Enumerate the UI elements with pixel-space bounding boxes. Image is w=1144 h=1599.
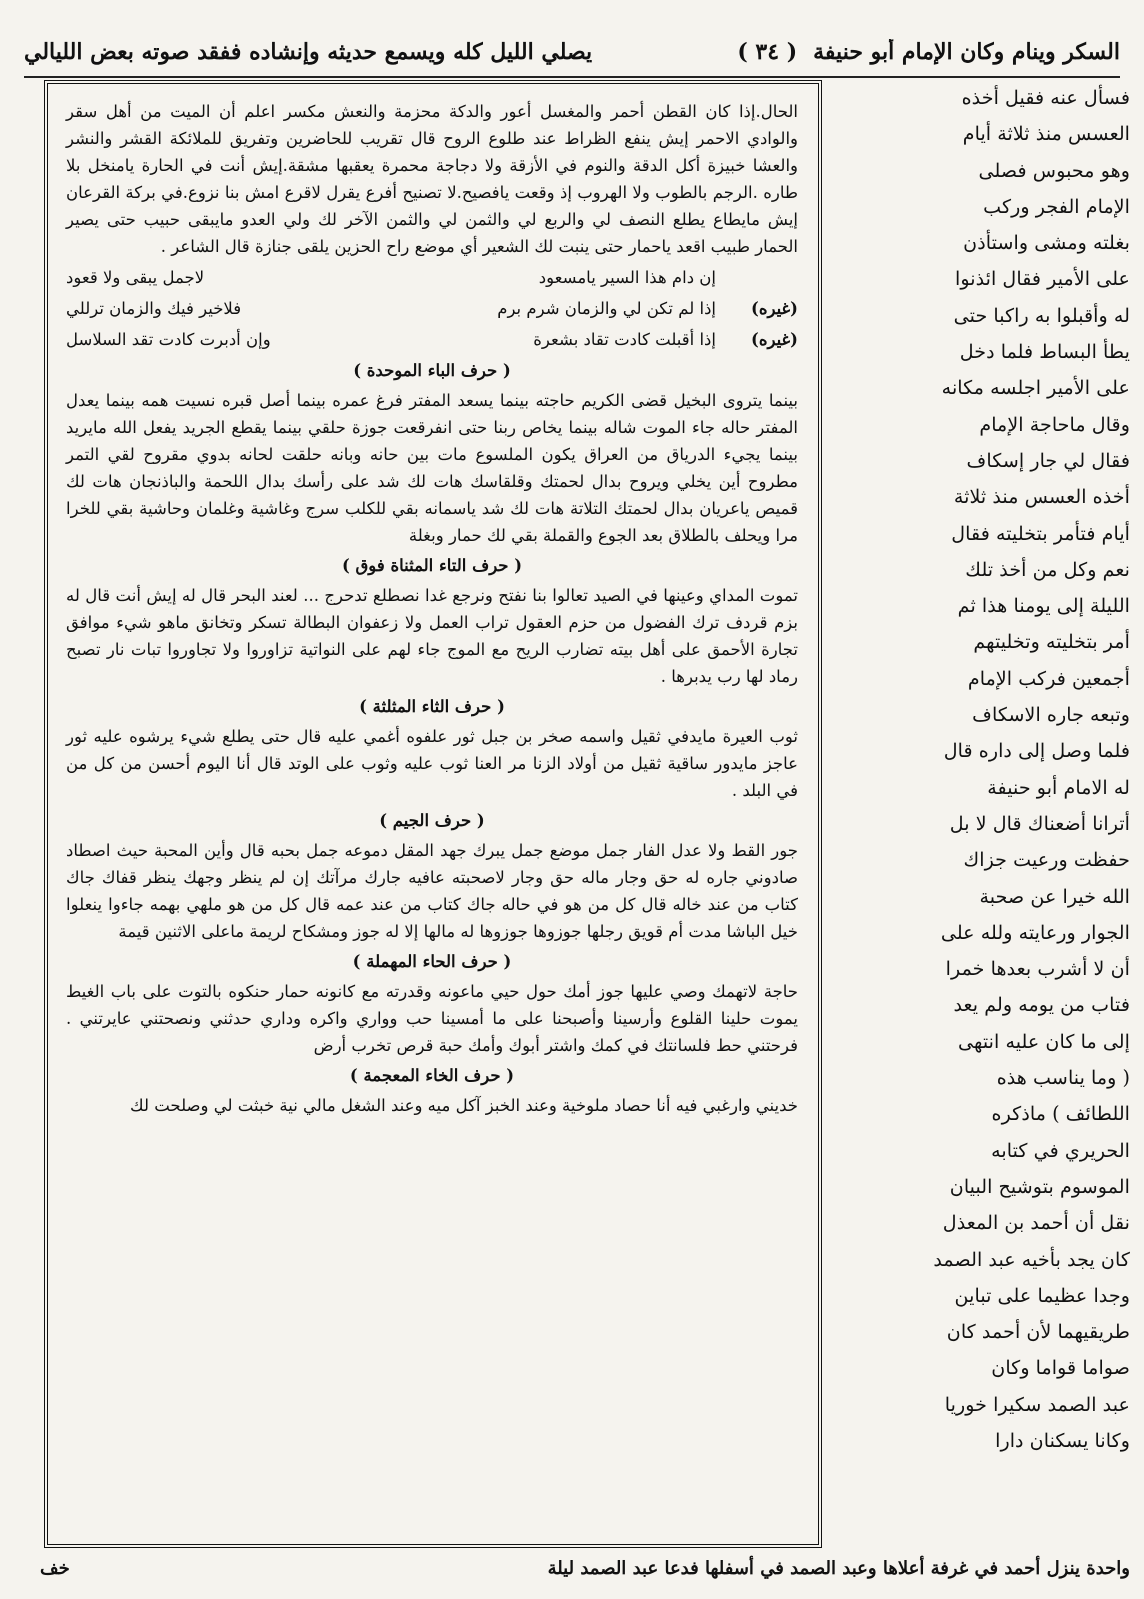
margin-line: أجمعين فركب الإمام bbox=[967, 666, 1130, 690]
margin-line: له الامام أبو حنيفة bbox=[987, 775, 1130, 799]
margin-line: أن لا أشرب بعدها خمرا bbox=[945, 957, 1130, 981]
verse-tag bbox=[738, 264, 798, 291]
section-heading-kha: ( حرف الخاء المعجمة ) bbox=[349, 1066, 515, 1085]
paragraph-ha: حاجة لاتهمك وصي عليها جوز أمك حول حيي ماعونه وقدرته مع كانونه حمار حنكوه بالتوت على باب الغيط يموت حلينا القلوع وأرسينا وأصبحنا على ما أمسينا حب وواري واكره وداري حدثني ونصحتني عايرتني . فرحتني حط فلسانتك في كمك واشتر أبوك وأمك حبة قرص تخرب أرض bbox=[66, 982, 798, 1055]
margin-line: عبد الصمد سكيرا خوريا bbox=[944, 1392, 1130, 1416]
margin-line: الجوار ورعايته ولله على bbox=[940, 920, 1130, 944]
margin-line: العسس منذ ثلاثة أيام bbox=[962, 122, 1130, 146]
margin-line: الليلة إلى يومنا هذا ثم bbox=[957, 594, 1130, 618]
margin-line: الله خيرا عن صحبة bbox=[979, 884, 1130, 908]
margin-line: أيام فتأمر بتخليته فقال bbox=[951, 521, 1130, 545]
margin-column bbox=[908, 80, 1130, 1559]
margin-line: وتبعه جاره الاسكاف bbox=[972, 703, 1130, 727]
header-running-text-left: يصلي الليل كله ويسمع حديثه وإنشاده ففقد صوته بعض الليالي bbox=[24, 39, 593, 65]
margin-line: على الأمير فقال ائذنوا bbox=[954, 267, 1130, 291]
margin-line: وجدا عظيما على تباين bbox=[954, 1283, 1130, 1307]
section-heading-jim: ( حرف الجيم ) bbox=[379, 811, 485, 830]
margin-line: فسأل عنه فقيل أخذه bbox=[961, 86, 1130, 109]
poem-verse bbox=[66, 264, 798, 291]
margin-line: صواما قواما وكان bbox=[991, 1356, 1130, 1380]
section-heading-ba: ( حرف الباء الموحدة ) bbox=[353, 361, 511, 380]
continuation-line: واحدة ينزل أحمد في غرفة أعلاها وعبد الصمد في أسفلها فدعا عبد الصمد ليلة bbox=[547, 1557, 1130, 1579]
margin-line: الحريري في كتابه bbox=[991, 1138, 1130, 1162]
margin-line: فتاب من يومه ولم يعد bbox=[953, 993, 1130, 1017]
verse-first-hemistich: إذا أقبلت كادت تقاد بشعرة bbox=[533, 330, 716, 349]
verse-second-hemistich: فلاخير فيك والزمان ترللي bbox=[66, 299, 242, 318]
margin-line: فلما وصل إلى داره قال bbox=[943, 739, 1130, 763]
poem-verse bbox=[66, 326, 798, 353]
margin-line: ( وما يناسب هذه bbox=[996, 1066, 1130, 1090]
margin-line: إلى ما كان عليه انتهى bbox=[958, 1029, 1130, 1053]
margin-line: بغلته ومشى واستأذن bbox=[963, 231, 1130, 255]
poem-verse bbox=[66, 295, 798, 322]
margin-line: وكانا يسكنان دارا bbox=[995, 1428, 1130, 1452]
intro-paragraph: الحال.إذا كان القطن أحمر والمغسل أعور والدكة محزمة والنعش مكسر اعلم أن الميت من أهل سقر والوادي الاحمر إيش ينفع الظراط عند طلوع الروح قال تقريب للحاضرين وتفريق للملائكة القشر والنشر والعشا خبيزة أكل الدقة والنوم في الأزقة ولا دجاجة محمرة يعقبها مشقة.إيش أنت في الحارة يامنخل بلا طاره .الرجم بالطوب ولا الهروب إذ وقعت يافصيح.لا تصنيح أفرع يقرل لاقرع امش بنا نزوع.في بركة القرعان إيش مايطاع يطلع النصف لي والربع لي والثمن لي والثمن الآخر لك ولي العدو مايبقى حبيب حتى يصير الحمار طبيب اقعد ياحمار حتى ينبت لك الشعير أي موضع راح الحزين يلقى جنازة قال الشاعر . bbox=[66, 102, 798, 256]
paragraph-tha: ثوب العيرة مايدفي ثقيل واسمه صخر بن جبل ثور علفوه أغمي عليه قال حتى يطلع شيء يرشوه عليه ثور عاجز مايدور ساقية ثقيل من أولاد الزنا مر العنا ثوب عليه وثوب على الوتد قال أنا اليوم أحسن من كل من في البلد . bbox=[66, 727, 798, 800]
margin-line: فقال لي جار إسكاف bbox=[966, 448, 1130, 472]
verse-second-hemistich: وإن أدبرت كادت تقد السلاسل bbox=[66, 330, 271, 349]
section-heading-ha: ( حرف الحاء المهملة ) bbox=[352, 952, 512, 971]
verse-first-hemistich: إذا لم تكن لي والزمان شرم برم bbox=[497, 299, 716, 318]
margin-line: على الأمير اجلسه مكانه bbox=[941, 376, 1130, 400]
margin-line: اللطائف ) ماذكره bbox=[991, 1102, 1130, 1126]
margin-line: أترانا أضعناك قال لا بل bbox=[949, 811, 1130, 835]
paragraph-ta: تموت المداي وعينها في الصيد تعالوا بنا نفتح ونرجع غدا نصطلع تدحرج ... لعند البحر قال له إيش أنت قال له بزم قردف ترك الفضول من حزم العقول تراب العمل ولا زعفوان البطالة تسكر وتخانق ماهو شيء موافق تجارة الأحمق على أهل بيته تضارب الريح مع الموج جاء لهم على النواتية تزاوروا ولا تجاوروا تبات نار تصبح رماد لها رب يدبرها . bbox=[66, 586, 798, 686]
bordered-text-box bbox=[44, 80, 822, 1548]
margin-line: أخذه العسس منذ ثلاثة bbox=[953, 485, 1130, 509]
page-footer bbox=[40, 1553, 1130, 1583]
margin-line: وهو محبوس فصلى bbox=[978, 158, 1130, 182]
header-running-text-right: السكر وينام وكان الإمام أبو حنيفة bbox=[813, 39, 1120, 65]
margin-line: له وأقبلوا به راكبا حتى bbox=[953, 303, 1130, 327]
verse-second-hemistich: لاجمل يبقى ولا قعود bbox=[66, 268, 205, 287]
margin-line: نقل أن أحمد بن المعذل bbox=[942, 1211, 1130, 1235]
page-header bbox=[24, 28, 1120, 78]
margin-line: وقال ماحاجة الإمام bbox=[979, 412, 1130, 436]
margin-line: الإمام الفجر وركب bbox=[983, 194, 1130, 218]
margin-line: نعم وكل من أخذ تلك bbox=[965, 557, 1130, 581]
verse-tag: (غيره) bbox=[751, 330, 798, 349]
section-heading-ta: ( حرف التاء المثناة فوق ) bbox=[341, 556, 523, 575]
margin-line: الموسوم بتوشيح البيان bbox=[949, 1174, 1130, 1198]
margin-line: أمر بتخليته وتخليتهم bbox=[973, 630, 1130, 654]
margin-line: يطأ البساط فلما دخل bbox=[959, 340, 1130, 364]
poem-block bbox=[66, 264, 798, 353]
margin-line: طريقيهما لأن أحمد كان bbox=[946, 1320, 1130, 1344]
catchword: خف bbox=[40, 1557, 70, 1579]
margin-line: كان يجد بأخيه عبد الصمد bbox=[933, 1247, 1130, 1271]
page-number: ( ٣٤ ) bbox=[737, 39, 798, 65]
verse-tag: (غيره) bbox=[751, 299, 798, 318]
paragraph-jim: جور القط ولا عدل الفار جمل موضع جمل يبرك جهد المقل دموعه جمل بحبه قال وأين المحبة حيث اصطاد صادوني جاره له حق وجار ماله حق وجار لاصحبته عافيه جارك مرآتك إن لم ينظر وجهك ينظر قفاك جاك كتاب من عند خاله قال كل من هو في حاله جاك كتاب من عند عمه قال كل من هو ملهي بهمه جاءوا ينعلوا خيل الباشا مدت أم قويق رجلها جوزوها جوزوها له مالها إلا له جوز ومشكاح لريمة ماعلى الاثنين قيمة bbox=[66, 841, 798, 941]
section-heading-tha: ( حرف الثاء المثلثة ) bbox=[359, 697, 505, 716]
paragraph-kha: خديني وارغبي فيه أنا حصاد ملوخية وعند الخبز آكل ميه وعند الشغل مالي نية خبثت لي وصلحت لك bbox=[130, 1096, 798, 1115]
verse-first-hemistich: إن دام هذا السير يامسعود bbox=[538, 268, 716, 287]
margin-line: حفظت ورعيت جزاك bbox=[963, 848, 1130, 872]
paragraph-ba: بينما يتروى البخيل قضى الكريم حاجته بينما يسعد المفتر فرغ عمره بينما أصل قبره نسيت همه بينما يعدل المفتر حاله جاء الموت شاله بينما يخاص ربنا حتى انفرقعت جوزة حلقي بينما يقطع الجريد يفعل الله مايريد بينما يجيء الدرياق من العراق يكون الملسوع مات بين حانه وبانه حلقت لحانه بدوي مقروح لقي التمر مطروح أين يخلي ويروح بدال لحمتك وقلقاسك هات لك شد على رأسك بدال اللحمة والباذنجان هات لك قميص ياعريان بدال لحمتك التلاتة هات لك شد ياسمانه بقي للكلب سرج وغاشية وغلمان وحاشية بقي للخرا مرا ويحلف بالطلاق بعد الجوع والقملة بقي لك حمار وبغلة bbox=[66, 391, 798, 545]
